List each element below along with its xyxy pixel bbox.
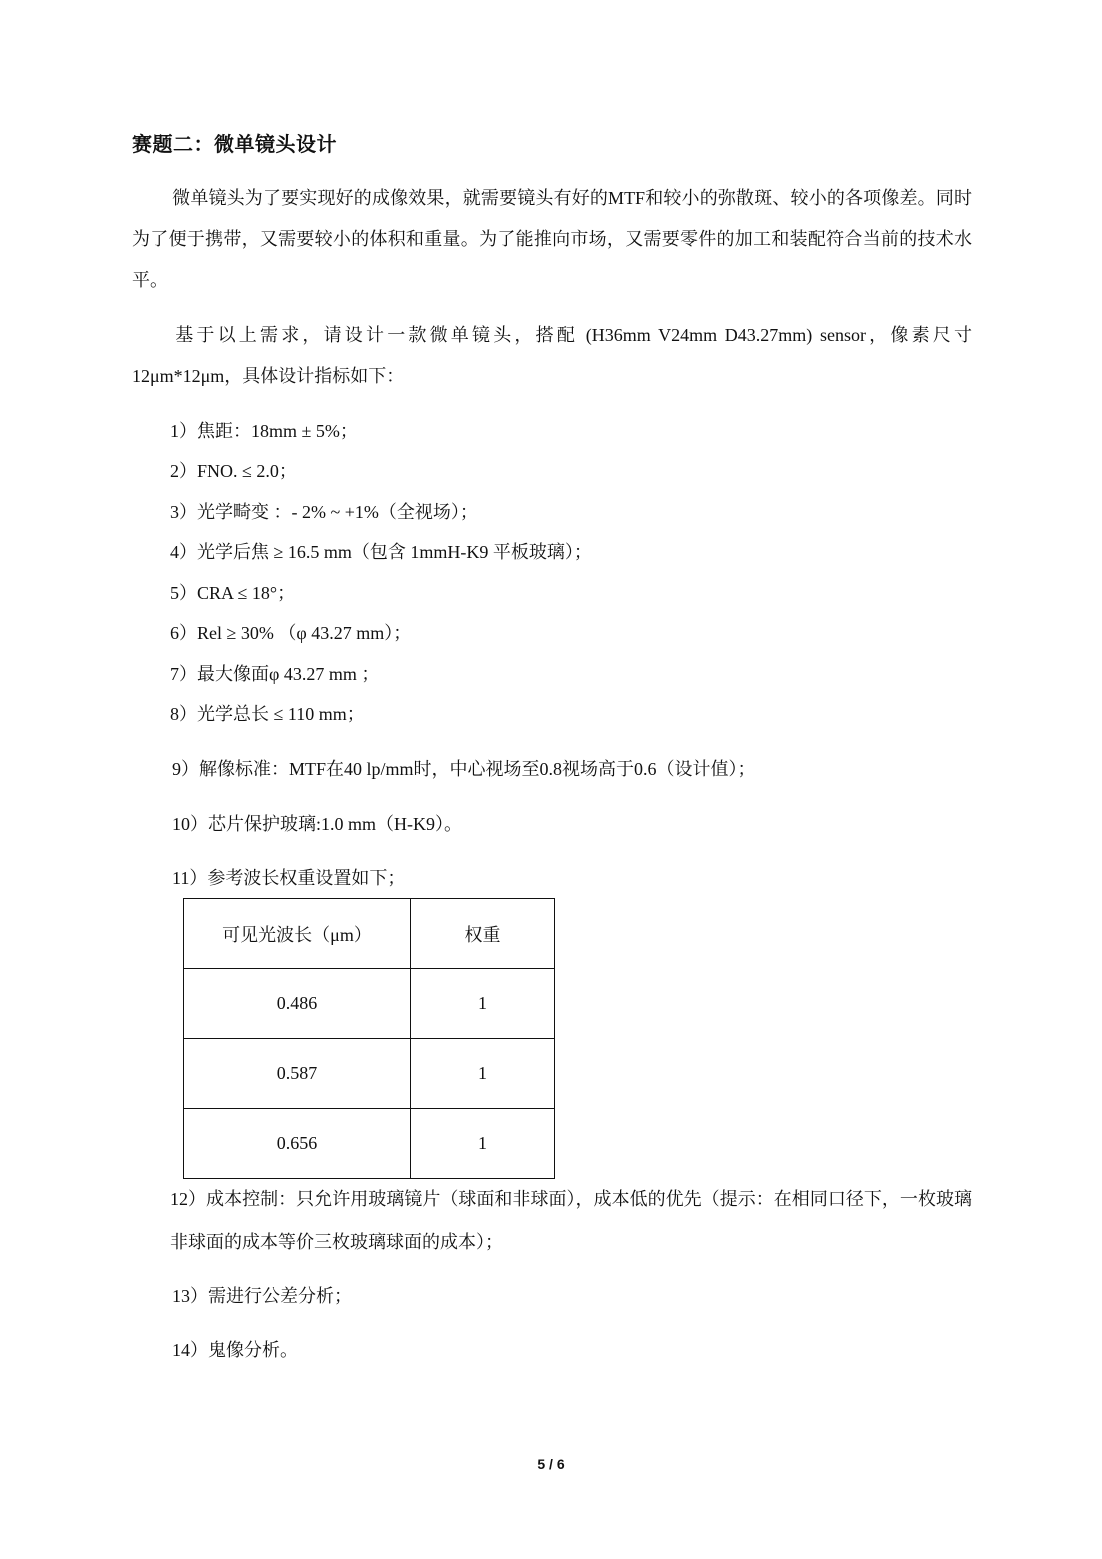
table-cell: 0.587	[184, 1039, 411, 1109]
table-cell: 1	[411, 969, 555, 1039]
table-cell: 1	[411, 1039, 555, 1109]
spec-item-mtf: 9）解像标准：MTF在40 lp/mm时，中心视场至0.8视场高于0.6（设计值）；	[172, 759, 756, 779]
table-cell: 1	[411, 1109, 555, 1179]
spec-item-back-focus: 4）光学后焦 ≥ 16.5 mm（包含 1mmH-K9 平板玻璃）；	[170, 542, 592, 562]
spec-item-tolerance: 13）需进行公差分析；	[172, 1286, 352, 1306]
table-header-row	[184, 899, 555, 969]
spec-item-distortion: 3）光学畸变 ：- 2% ~ +1%（全视场）；	[170, 502, 478, 522]
spec-item-cost-control: 12）成本控制：只允许用玻璃镜片（球面和非球面），成本低的优先（提示：在相同口径下，一枚玻璃非球面的成本等价三枚玻璃球面的成本）；	[170, 1189, 972, 1252]
table-header-cell: 权重	[411, 899, 555, 969]
requirements-paragraph-text: 基于以上需求，请设计一款微单镜头，搭配 (H36mm V24mm D43.27mm) sensor，像素尺寸12μm*12μm，具体设计指标如下：	[132, 325, 972, 386]
table-row	[184, 1109, 555, 1179]
section-heading: 赛题二：微单镜头设计	[132, 132, 337, 156]
table-row	[184, 969, 555, 1039]
spec-item-focal-length: 1）焦距：18mm ± 5%；	[170, 421, 358, 441]
spec-item-wavelength-weights: 11）参考波长权重设置如下；	[172, 868, 406, 888]
spec-item-rel: 6）Rel ≥ 30% （φ 43.27 mm）；	[170, 623, 412, 643]
page-number: 5 / 6	[537, 1456, 565, 1472]
intro-paragraph	[132, 178, 972, 301]
spec-item-cra: 5）CRA ≤ 18°；	[170, 583, 296, 603]
wavelength-weight-table	[183, 898, 555, 1179]
spec-item-total-length: 8）光学总长 ≤ 110 mm；	[170, 704, 365, 724]
spec-item-cover-glass: 10）芯片保护玻璃:1.0 mm（H-K9）。	[172, 814, 462, 834]
table-cell: 0.486	[184, 969, 411, 1039]
requirements-paragraph	[132, 315, 972, 397]
spec-item-image-size: 7）最大像面φ 43.27 mm ；	[170, 664, 380, 684]
table-row	[184, 1039, 555, 1109]
intro-paragraph-text: 微单镜头为了要实现好的成像效果，就需要镜头有好的MTF和较小的弥散斑、较小的各项像差。同时为了便于携带，又需要较小的体积和重量。为了能推向市场，又需要零件的加工和装配符合当前的技术水平。	[132, 188, 972, 290]
table-cell: 0.656	[184, 1109, 411, 1179]
table-header-cell: 可见光波长（μm）	[184, 899, 411, 969]
spec-item-ghost: 14）鬼像分析。	[172, 1340, 298, 1360]
spec-item-fno: 2）FNO. ≤ 2.0；	[170, 461, 297, 481]
